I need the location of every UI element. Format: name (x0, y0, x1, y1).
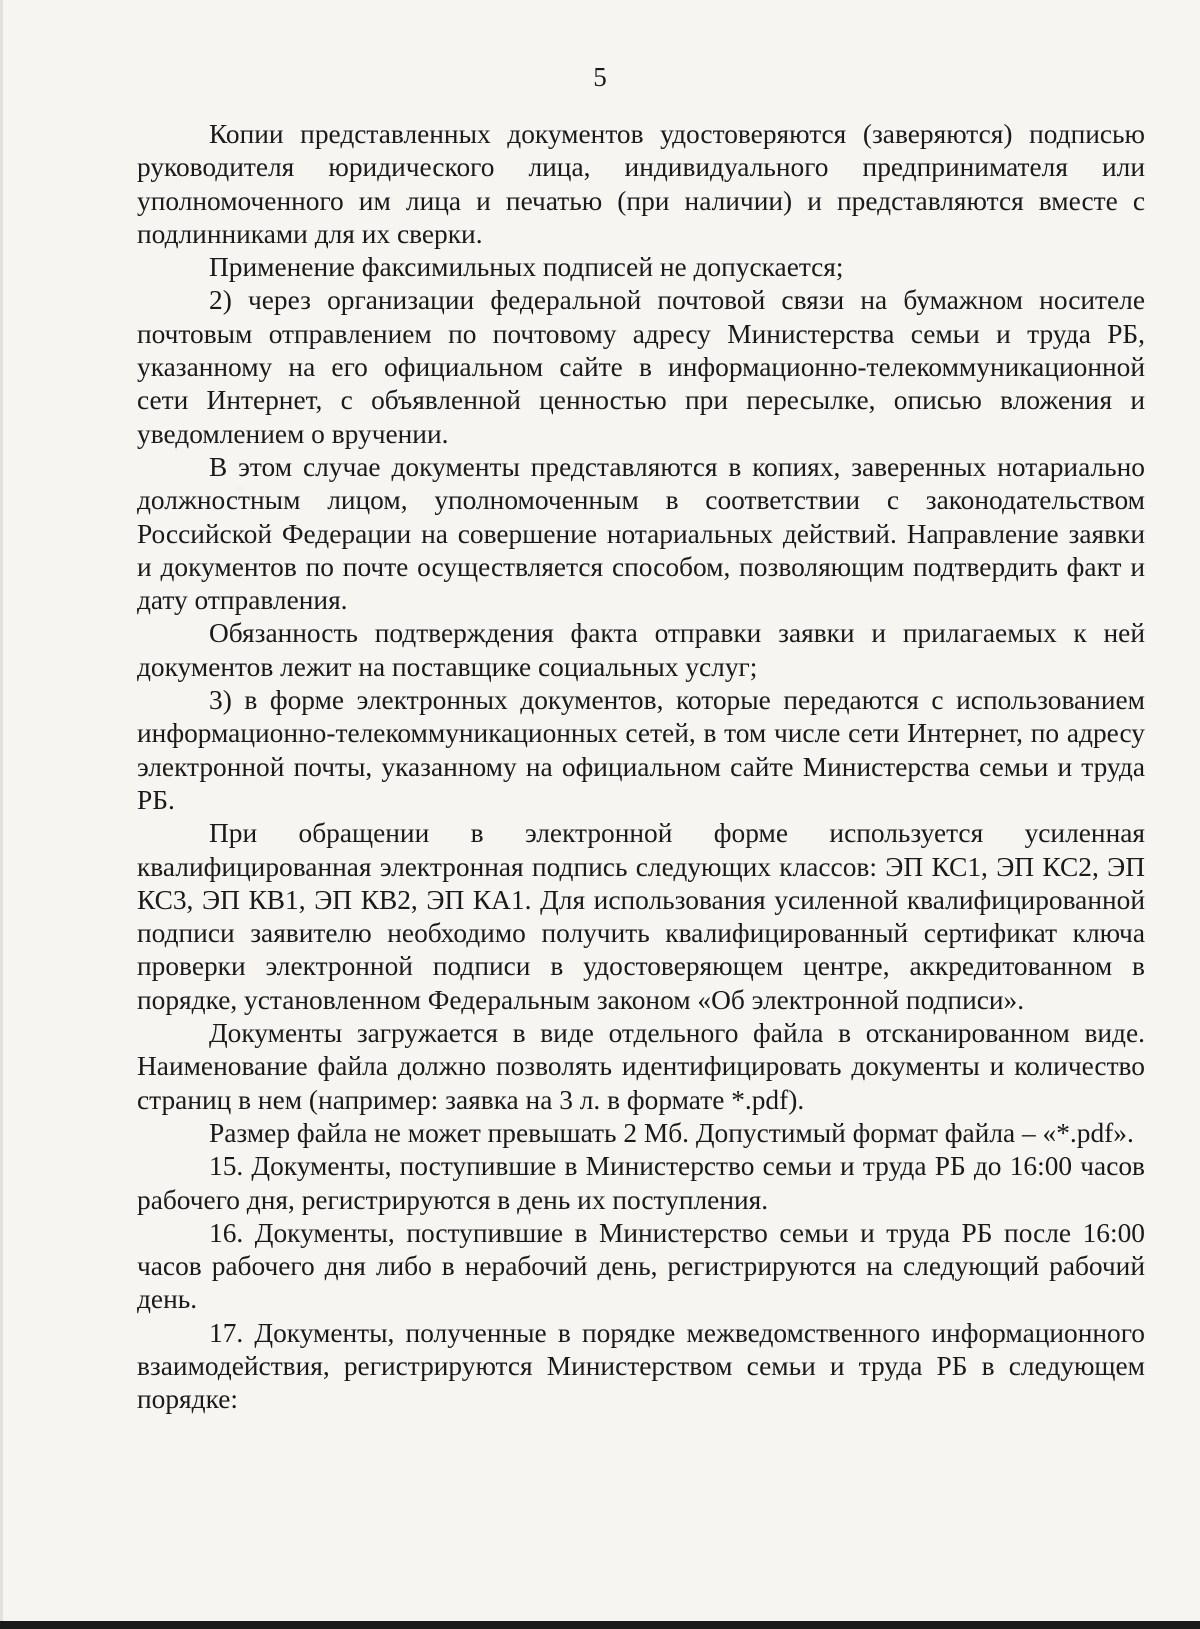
paragraph: Документы загружается в виде отдельного файла в отсканированном виде. Наименование файла должно позволять идентифицировать документы и количество страниц в нем (например: заявка на 3 л. в формате *.pdf). (137, 1018, 1145, 1115)
paragraph: В этом случае документы представляются в копиях, заверенных нотариально должностным лицом, уполномоченным в соответствии с законодательством Российской Федерации на совершение нотариальных действий. Направление заявки и документов по почте осуществляется способом, позволяющим подтвердить факт и дату отправления. (137, 451, 1145, 616)
paragraph: Применение факсимильных подписей не допускается; (209, 252, 844, 283)
paragraph: 2) через организации федеральной почтовой связи на бумажном носителе почтовым отправлением по почтовому адресу Министерства семьи и труда РБ, указанному на его официальном сайте в информационно-телекоммуникационной сети Интернет, с объявленной ценностью при пересылке, описью вложения и уведомлением о вручении. (137, 285, 1145, 449)
document-body (137, 118, 1145, 1417)
scan-noise (470, 4, 700, 18)
paragraph: 17. Документы, полученные в порядке межведомственного информационного взаимодействия, регистрируются Министерством семьи и труда РБ в следующем порядке: (137, 1317, 1145, 1415)
paragraph: Копии представленных документов удостоверяются (заверяются) подписью руководителя юридического лица, индивидуального предпринимателя или уполномоченного им лица и печатью (при наличии) и представляются вместе с подлинниками для их сверки. (137, 119, 1145, 249)
paragraph: 16. Документы, поступившие в Министерство семьи и труда РБ после 16:00 часов рабочего дня либо в нерабочий день, регистрируются на следующий рабочий день. (137, 1217, 1145, 1315)
paragraph: 15. Документы, поступившие в Министерство семьи и труда РБ до 16:00 часов рабочего дня, регистрируются в день их поступления. (137, 1151, 1145, 1215)
paragraph: При обращении в электронной форме используется усиленная квалифицированная электронная подпись следующих классов: ЭП КС1, ЭП КС2, ЭП КС3, ЭП КВ1, ЭП КВ2, ЭП КА1. Для использования усиленной квалифицированной подписи заявителю необходимо получить квалифицированный сертификат ключа проверки электронной подписи в удостоверяющем центре, аккредитованном в порядке, установленном Федеральным законом «Об электронной подписи». (137, 818, 1145, 1015)
paragraph: 3) в форме электронных документов, которые передаются с использованием информационно-телекоммуникационных сетей, в том числе сети Интернет, по адресу электронной почты, указанному на официальном сайте Министерства семьи и труда РБ. (137, 685, 1145, 815)
scan-edge-left (0, 0, 3, 1629)
paragraph: Обязанность подтверждения факта отправки заявки и прилагаемых к ней документов лежит на поставщике социальных услуг; (137, 618, 1145, 682)
paragraph: Размер файла не может превышать 2 Мб. Допустимый формат файла – «*.pdf». (209, 1117, 1134, 1148)
page-number: 5 (593, 62, 607, 92)
scan-edge-bottom (0, 1621, 1200, 1629)
